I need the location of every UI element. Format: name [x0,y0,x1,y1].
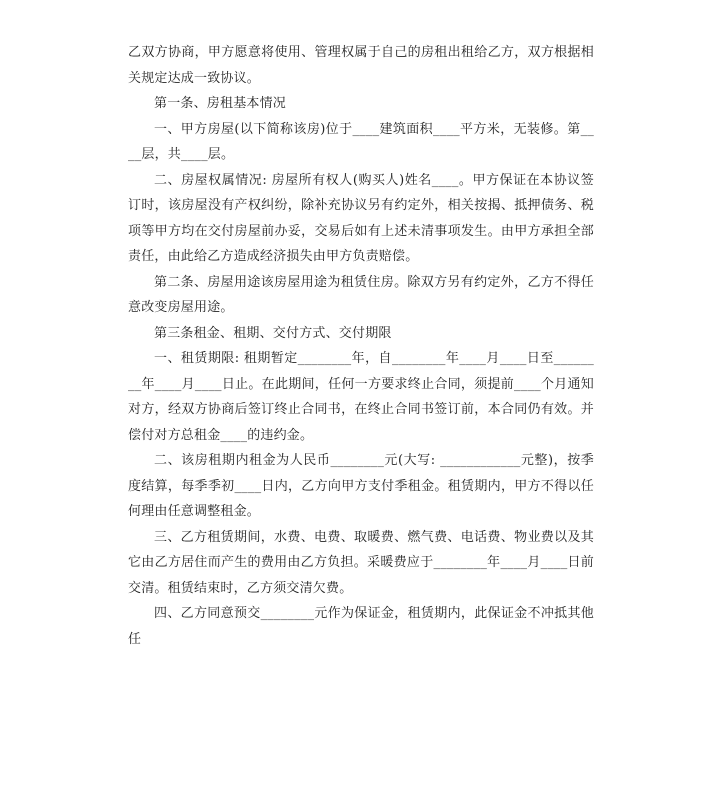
heading-article-1: 第一条、房租基本情况 [154,96,287,111]
paragraph-article-2: 第二条、房屋用途该房屋用途为租赁住房。除双方另有约定外，乙方不得任意改变房屋用途。 [128,274,594,315]
heading-article-3: 第三条租金、租期、交付方式、交付期限 [154,325,392,341]
paragraph-rent: 二、该房租期内租金为人民币________元(大写: ____________元整)，按季度结算，每季季初____日内，乙方向甲方支付季租金。租赁期内，甲方不得以任何理由任意调整租金。 [128,453,594,519]
document-body [128,40,594,652]
paragraph-ownership: 二、房屋权属情况: 房屋所有权人(购买人)姓名____。甲方保证在本协议签订时，该房屋没有产权纠纷，除补充协议另有约定外，相关按揭、抵押债务、税项等甲方均在交付房屋前办妥，交易后如有上述未清事项发生。由甲方承担全部责任，由此给乙方造成经济损失由甲方负责赔偿。 [128,172,594,264]
paragraph-lease-term: 一、租赁期限: 租期暂定________年，自________年____月____日至________年____月____日止。在此期间，任何一方要求终止合同，须提前____个月通知对方，经双方协商后签订终止合同书，在终止合同书签订前，本合同仍有效。并偿付对方总租金____的违约金。 [128,351,594,443]
paragraph-deposit: 四、乙方同意预交________元作为保证金，租赁期内，此保证金不冲抵其他任 [128,606,594,647]
paragraph-location: 一、甲方房屋(以下简称该房)位于____建筑面积____平方米，无装修。第____层，共____层。 [128,121,594,162]
paragraph-intro: 乙双方协商，甲方愿意将使用、管理权属于自己的房租出租给乙方，双方根据相关规定达成一致协议。 [128,45,594,86]
paragraph-fees: 三、乙方租赁期间，水费、电费、取暖费、燃气费、电话费、物业费以及其它由乙方居住而产生的费用由乙方负担。采暖费应于________年____月____日前交清。租赁结束时，乙方须交清欠费。 [128,529,594,596]
